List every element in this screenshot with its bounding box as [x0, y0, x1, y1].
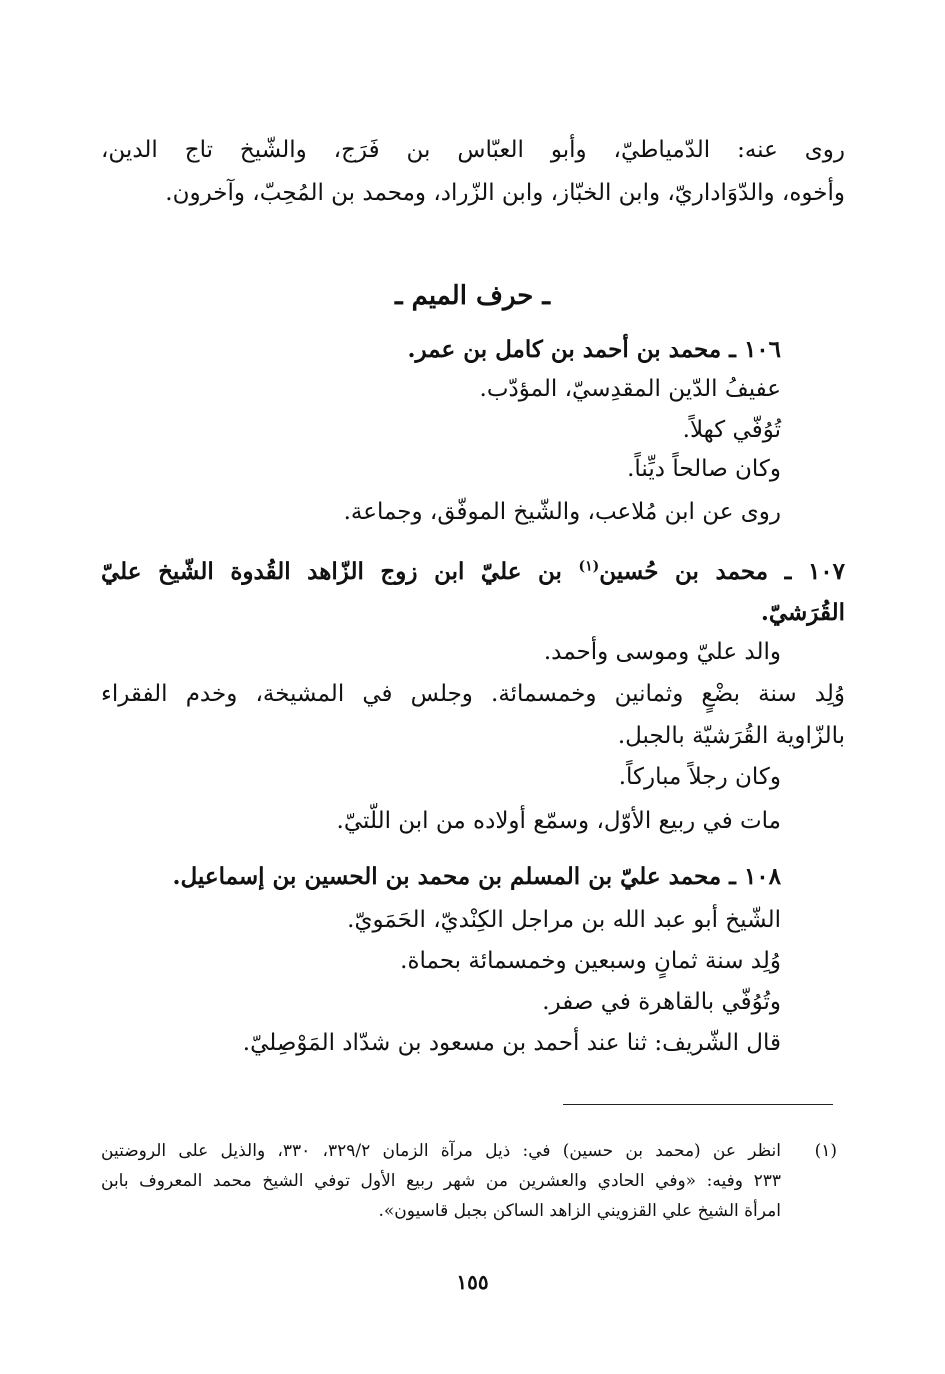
entry-107-line-4: وكان رجلاً مباركاً.	[618, 764, 781, 790]
footnote-line-2: ٢٣٣ وفيه: «وفي الحادي والعشرين من شهر ربيع الأول توفي الشيخ محمد المعروف بابن	[101, 1171, 781, 1191]
entry-107-line-3: بالزّاوية القُرَشيّة بالجبل.	[617, 723, 845, 749]
footnote-line-3: امرأة الشيخ علي القزويني الزاهد الساكن بجبل قاسيون».	[378, 1201, 781, 1221]
entry-108-line-4: قال الشّريف: ثنا عند أحمد بن مسعود بن شدّاد المَوْصِليّ.	[242, 1030, 781, 1056]
entry-107-heading-part2: بن عليّ ابن زوج الزّاهد القُدوة الشّيخ عليّ	[101, 558, 579, 585]
section-title: ـ حرف الميم ـ	[394, 281, 551, 311]
intro-line-1: روى عنه: الدّمياطيّ، وأبو العبّاس بن فَرَج، والشّيخ تاج الدين،	[101, 137, 845, 163]
footnote-number: (١)	[814, 1141, 837, 1161]
entry-107-heading	[101, 555, 845, 589]
entry-106-line-4: روى عن ابن مُلاعب، والشّيخ الموفّق، وجماعة.	[343, 499, 781, 525]
entry-106-line-1: عفيفُ الدّين المقدِسيّ، المؤدّب.	[479, 376, 781, 402]
footnote-reference: (١)	[578, 558, 600, 575]
entry-107-line-1: والد عليّ وموسى وأحمد.	[543, 639, 781, 665]
entry-107-line-2: وُلِد سنة بضْعٍ وثمانين وخمسمائة. وجلس في المشيخة، وخدم الفقراء	[101, 681, 845, 707]
page-number: ١٥٥	[456, 1270, 489, 1294]
entry-107-heading-part1: ١٠٧ ـ محمد بن حُسين	[599, 558, 845, 585]
entry-108-line-2: وُلِد سنة ثمانٍ وسبعين وخمسمائة بحماة.	[400, 948, 781, 974]
entry-106-line-3: وكان صالحاً ديِّناً.	[627, 456, 781, 482]
entry-108-line-3: وتُوُفّي بالقاهرة في صفر.	[542, 989, 781, 1015]
entry-108-line-1: الشّيخ أبو عبد الله بن مراجل الكِنْديّ، الحَمَويّ.	[347, 907, 781, 933]
entry-107-heading-cont: القُرَشيّ.	[760, 599, 845, 626]
footnote-line-1: انظر عن (محمد بن حسين) في: ذيل مرآة الزمان ٣٢٩/٢، ٣٣٠، والذيل على الروضتين	[101, 1141, 782, 1161]
entry-106-line-2: تُوُفّي كهلاً.	[682, 417, 781, 443]
entry-107-line-5: مات في ربيع الأوّل، وسمّع أولاده من ابن اللّتيّ.	[336, 808, 781, 834]
intro-line-2: وأخوه، والدّوَاداريّ، وابن الخبّاز، وابن الزّراد، ومحمد بن المُحِبّ، وآخرون.	[165, 180, 845, 206]
footnote-separator	[563, 1104, 833, 1105]
entry-108-heading: ١٠٨ ـ محمد عليّ بن المسلم بن محمد بن الحسين بن إسماعيل.	[172, 863, 781, 890]
entry-106-heading: ١٠٦ ـ محمد بن أحمد بن كامل بن عمر.	[407, 336, 781, 363]
